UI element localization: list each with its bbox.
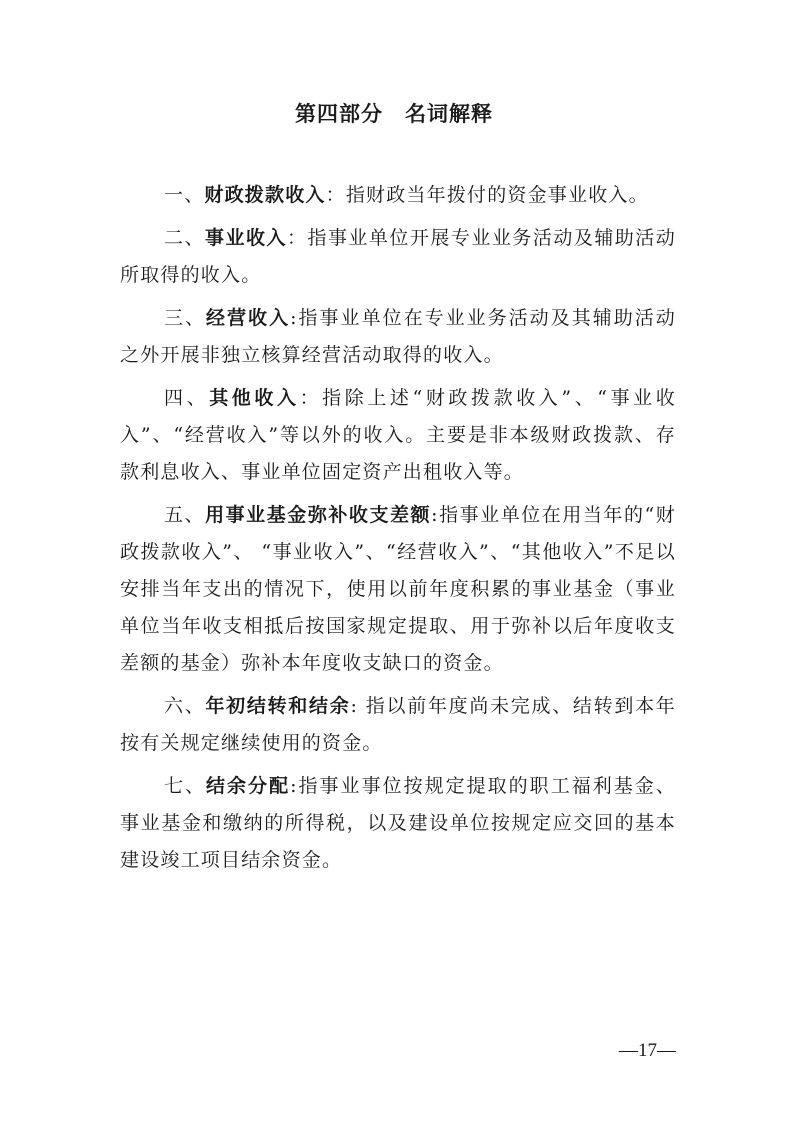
entry-separator: :: [290, 775, 298, 797]
entry-prefix: 三、: [164, 307, 207, 329]
title-part: 第四部分: [295, 102, 383, 126]
entry-term: 财政拨款收入: [204, 184, 326, 206]
entry-prefix: 五、: [164, 504, 206, 526]
entry-separator: ：: [286, 227, 308, 249]
entry-definition: 指除上述“财政拨款收入”、“事业收入”、“经营收入”等以外的收入。主要是非本级财政拨款、存款利息收入、事业单位固定资产出租收入等。: [120, 387, 676, 483]
entry-separator: ：: [299, 387, 323, 409]
entry-term: 年初结转和结余: [205, 695, 351, 717]
entry-separator: :: [431, 504, 439, 526]
entry-term: 其他收入: [209, 387, 300, 409]
glossary-entry-7: [120, 768, 676, 879]
glossary-body: [120, 177, 676, 885]
entry-definition: 指事业单位在用当年的“财政拨款收入”、 “事业收入”、“经营收入”、“其他收入”不足以安排当年支出的情况下，使用以前年度积累的事业基金（事业单位当年收支相抵后按国家规定提取、用于弥补以后年度收支差额的基金）弥补本年度收支缺口的资金。: [120, 504, 676, 674]
entry-prefix: 四、: [164, 387, 210, 409]
entry-definition: 指事业单位开展专业业务活动及辅助活动所取得的收入。: [120, 227, 676, 286]
entry-definition: 指事业事位按规定提取的职工福利基金、事业基金和缴纳的所得税，以及建设单位按规定应交回的基本建设竣工项目结余资金。: [120, 775, 676, 871]
glossary-entry-5: [120, 497, 676, 682]
entry-prefix: 六、: [164, 695, 206, 717]
entry-separator: :: [290, 307, 298, 329]
page-number: —17—: [619, 1040, 676, 1061]
entry-definition: 指以前年度尚未完成、结转到本年按有关规定继续使用的资金。: [120, 695, 676, 754]
entry-prefix: 二、: [164, 227, 205, 249]
entry-definition: 指事业单位在专业业务活动及其辅助活动之外开展非独立核算经营活动取得的收入。: [120, 307, 676, 366]
entry-prefix: 七、: [164, 775, 207, 797]
entry-term: 经营收入: [206, 307, 291, 329]
glossary-entry-2: [120, 220, 676, 294]
page-title: [0, 98, 788, 128]
entry-separator: :: [350, 695, 366, 717]
entry-separator: ：: [325, 184, 346, 206]
glossary-entry-6: [120, 688, 676, 762]
entry-term: 事业收入: [204, 227, 287, 249]
glossary-entry-4: [120, 380, 676, 491]
entry-prefix: 一、: [164, 184, 205, 206]
glossary-entry-1: [120, 177, 676, 214]
glossary-entry-3: [120, 300, 676, 374]
entry-term: 结余分配: [206, 775, 291, 797]
title-name: 名词解释: [405, 102, 493, 126]
entry-definition: 指财政当年拨付的资金事业收入。: [345, 184, 649, 206]
entry-term: 用事业基金弥补收支差额: [205, 504, 432, 526]
